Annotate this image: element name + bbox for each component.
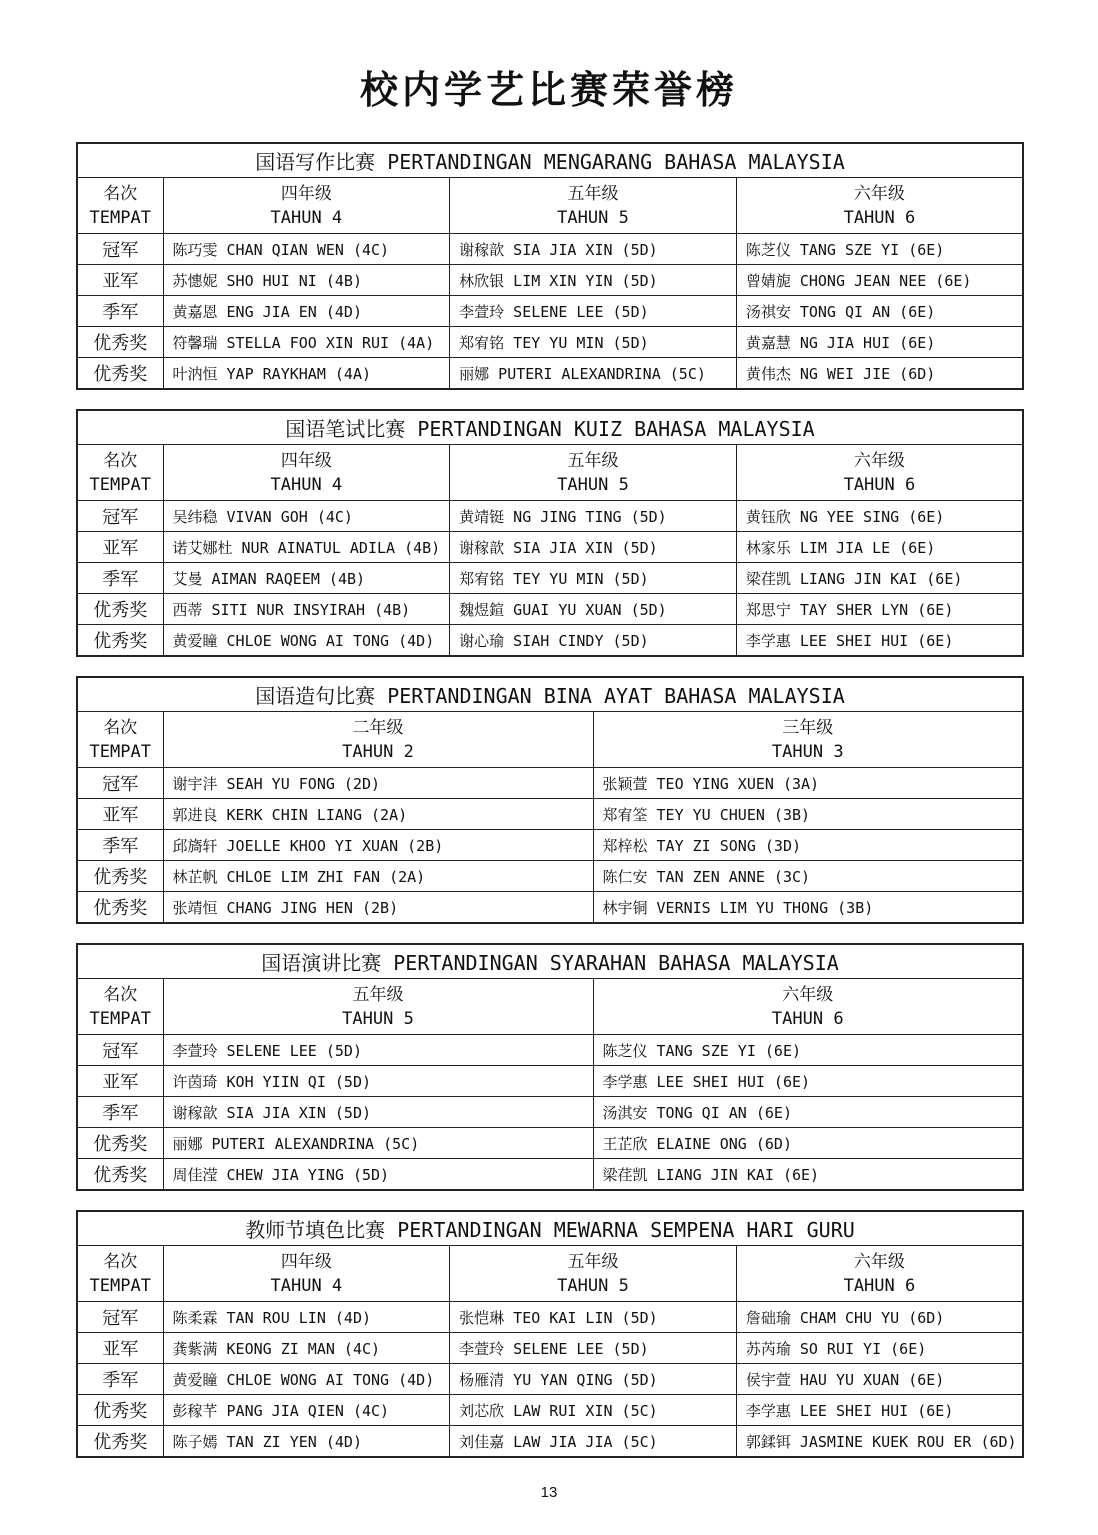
grade-header [736,445,1023,501]
winner-cell: 诺艾娜杜 NUR AINATUL ADILA (4B) [163,532,450,563]
rank-label: 优秀奖 [77,327,163,358]
grade-label-malay: TAHUN 4 [270,1275,343,1296]
winner-cell: 谢心瑜 SIAH CINDY (5D) [450,625,737,657]
rank-label: 优秀奖 [77,358,163,390]
rank-label: 冠军 [77,501,163,532]
rank-label: 季军 [77,830,163,861]
winner-cell: 张颖萱 TEO YING XUEN (3A) [593,768,1023,799]
rank-label: 优秀奖 [77,892,163,924]
grade-label-chinese: 六年级 [782,984,834,1005]
winner-cell: 郑梓松 TAY ZI SONG (3D) [593,830,1023,861]
winner-cell: 黄钰欣 NG YEE SING (6E) [736,501,1023,532]
winner-cell: 王芷欣 ELAINE ONG (6D) [593,1128,1023,1159]
winner-cell: 林芷帆 CHLOE LIM ZHI FAN (2A) [163,861,593,892]
rank-label: 冠军 [77,1302,163,1333]
winner-cell: 郑思宁 TAY SHER LYN (6E) [736,594,1023,625]
competition-table [76,1210,1024,1458]
grade-header [450,445,737,501]
winner-cell: 汤淇安 TONG QI AN (6E) [593,1097,1023,1128]
table-row [77,296,1023,327]
grade-header [450,1246,737,1302]
winner-cell: 丽娜 PUTERI ALEXANDRINA (5C) [163,1128,593,1159]
rank-label: 优秀奖 [77,1426,163,1458]
table-row [77,501,1023,532]
place-header-label: TEMPAT [89,1275,151,1296]
rank-label: 季军 [77,1364,163,1395]
table-row [77,1426,1023,1458]
table-row [77,234,1023,265]
grade-label-chinese: 三年级 [782,717,834,738]
page-number: 13 [540,1484,558,1501]
grade-header [736,1246,1023,1302]
winner-cell: 陈子嫣 TAN ZI YEN (4D) [163,1426,450,1458]
grade-label-malay: TAHUN 5 [557,474,629,495]
page-title: 校内学艺比赛荣誉榜 [359,67,738,112]
rank-label: 亚军 [77,799,163,830]
rank-label: 亚军 [77,1333,163,1364]
table-row [77,1066,1023,1097]
place-header-label: 名次 [103,984,138,1005]
winner-cell: 黄靖铤 NG JING TING (5D) [450,501,737,532]
rank-label: 季军 [77,563,163,594]
winner-cell: 陈芝仪 TANG SZE YI (6E) [593,1035,1023,1066]
table-row [77,830,1023,861]
winner-cell: 黄爱瞳 CHLOE WONG AI TONG (4D) [163,625,450,657]
winner-cell: 詹础瑜 CHAM CHU YU (6D) [736,1302,1023,1333]
grade-label-chinese: 六年级 [853,183,905,204]
winner-cell: 谢稼歆 SIA JIA XIN (5D) [163,1097,593,1128]
grade-label-chinese: 四年级 [280,183,332,204]
table-row [77,1333,1023,1364]
grade-label-chinese: 二年级 [352,717,404,738]
winner-cell: 张恺琳 TEO KAI LIN (5D) [450,1302,737,1333]
rank-label: 优秀奖 [77,625,163,657]
winner-cell: 刘佳嘉 LAW JIA JIA (5C) [450,1426,737,1458]
winner-cell: 周佳滢 CHEW JIA YING (5D) [163,1159,593,1191]
place-header-label: TEMPAT [89,207,151,228]
grade-label-chinese: 五年级 [567,450,619,471]
winner-cell: 丽娜 PUTERI ALEXANDRINA (5C) [450,358,737,390]
grade-label-chinese: 四年级 [280,450,332,471]
table-row [77,861,1023,892]
winner-cell: 彭稼芊 PANG JIA QIEN (4C) [163,1395,450,1426]
winner-cell: 谢宇沣 SEAH YU FONG (2D) [163,768,593,799]
winner-cell: 林欣银 LIM XIN YIN (5D) [450,265,737,296]
winner-cell: 郭进良 KERK CHIN LIANG (2A) [163,799,593,830]
grade-label-malay: TAHUN 6 [843,1275,916,1296]
table-row [77,265,1023,296]
grade-header [450,178,737,234]
table-row [77,1035,1023,1066]
table-row [77,1302,1023,1333]
table-row [77,799,1023,830]
place-header-label: TEMPAT [89,741,151,762]
winner-cell: 陈仁安 TAN ZEN ANNE (3C) [593,861,1023,892]
place-header [77,979,163,1035]
table-row [77,1159,1023,1191]
rank-label: 亚军 [77,1066,163,1097]
table-row [77,1364,1023,1395]
winner-cell: 黄嘉慧 NG JIA HUI (6E) [736,327,1023,358]
winner-cell: 陈柔霖 TAN ROU LIN (4D) [163,1302,450,1333]
place-header [77,1246,163,1302]
competition-title: 国语造句比赛 PERTANDINGAN BINA AYAT BAHASA MALAYSIA [77,677,1023,712]
winner-cell: 李萱玲 SELENE LEE (5D) [450,296,737,327]
winner-cell: 刘芯欣 LAW RUI XIN (5C) [450,1395,737,1426]
table-row [77,563,1023,594]
winner-cell: 梁荏凯 LIANG JIN KAI (6E) [736,563,1023,594]
rank-label: 优秀奖 [77,1159,163,1191]
grade-header [163,178,450,234]
grade-label-malay: TAHUN 6 [843,474,916,495]
winner-cell: 苏芮瑜 SO RUI YI (6E) [736,1333,1023,1364]
winner-cell: 苏憓妮 SHO HUI NI (4B) [163,265,450,296]
grade-label-malay: TAHUN 2 [342,741,414,762]
grade-label-chinese: 六年级 [853,450,905,471]
table-row [77,532,1023,563]
winner-cell: 曾婧旎 CHONG JEAN NEE (6E) [736,265,1023,296]
grade-header [163,979,593,1035]
table-row [77,768,1023,799]
table-row [77,892,1023,924]
rank-label: 优秀奖 [77,861,163,892]
table-row [77,358,1023,390]
grade-label-chinese: 五年级 [567,183,619,204]
winner-cell: 李学惠 LEE SHEI HUI (6E) [736,1395,1023,1426]
winner-cell: 叶汭恒 YAP RAYKHAM (4A) [163,358,450,390]
winner-cell: 魏煜鍹 GUAI YU XUAN (5D) [450,594,737,625]
table-row [77,594,1023,625]
winner-cell: 黄伟杰 NG WEI JIE (6D) [736,358,1023,390]
rank-label: 亚军 [77,265,163,296]
grade-label-malay: TAHUN 5 [557,1275,629,1296]
rank-label: 冠军 [77,768,163,799]
rank-label: 季军 [77,296,163,327]
grade-header [163,1246,450,1302]
winner-cell: 艾曼 AIMAN RAQEEM (4B) [163,563,450,594]
place-header-label: 名次 [103,183,138,204]
winner-cell: 陈芝仪 TANG SZE YI (6E) [736,234,1023,265]
winner-cell: 李萱玲 SELENE LEE (5D) [450,1333,737,1364]
grade-label-malay: TAHUN 5 [557,207,629,228]
table-row [77,1128,1023,1159]
place-header [77,712,163,768]
competition-title: 国语写作比赛 PERTANDINGAN MENGARANG BAHASA MALAYSIA [77,143,1023,178]
winner-cell: 郑宥铭 TEY YU MIN (5D) [450,327,737,358]
winner-cell: 谢稼歆 SIA JIA XIN (5D) [450,234,737,265]
winner-cell: 侯宇萱 HAU YU XUAN (6E) [736,1364,1023,1395]
competition-table [76,943,1024,1191]
winner-cell: 郭鍒铒 JASMINE KUEK ROU ER (6D) [736,1426,1023,1458]
grade-header [736,178,1023,234]
grade-label-malay: TAHUN 6 [771,1008,844,1029]
grade-header [593,979,1023,1035]
grade-label-malay: TAHUN 6 [843,207,916,228]
winner-cell: 陈巧雯 CHAN QIAN WEN (4C) [163,234,450,265]
place-header [77,445,163,501]
competition-table [76,142,1024,390]
place-header-label: 名次 [103,717,138,738]
place-header-label: 名次 [103,1251,138,1272]
grade-label-chinese: 五年级 [352,984,404,1005]
place-header-label: TEMPAT [89,474,151,495]
winner-cell: 郑宥筌 TEY YU CHUEN (3B) [593,799,1023,830]
competition-table [76,676,1024,924]
rank-label: 优秀奖 [77,1128,163,1159]
winner-cell: 林宇铜 VERNIS LIM YU THONG (3B) [593,892,1023,924]
winner-cell: 西蒂 SITI NUR INSYIRAH (4B) [163,594,450,625]
winner-cell: 郑宥铭 TEY YU MIN (5D) [450,563,737,594]
table-row [77,1395,1023,1426]
winner-cell: 黄爱瞳 CHLOE WONG AI TONG (4D) [163,1364,450,1395]
winner-cell: 梁荏凯 LIANG JIN KAI (6E) [593,1159,1023,1191]
rank-label: 优秀奖 [77,594,163,625]
winner-cell: 李学惠 LEE SHEI HUI (6E) [736,625,1023,657]
winner-cell: 黄嘉恩 ENG JIA EN (4D) [163,296,450,327]
winner-cell: 张靖恒 CHANG JING HEN (2B) [163,892,593,924]
winner-cell: 李学惠 LEE SHEI HUI (6E) [593,1066,1023,1097]
table-row [77,625,1023,657]
grade-header [163,712,593,768]
winner-cell: 符馨瑞 STELLA FOO XIN RUI (4A) [163,327,450,358]
competition-table [76,409,1024,657]
winner-cell: 杨雁清 YU YAN QING (5D) [450,1364,737,1395]
grade-header [593,712,1023,768]
winner-cell: 吴纬稳 VIVAN GOH (4C) [163,501,450,532]
winner-cell: 邱旖轩 JOELLE KHOO YI XUAN (2B) [163,830,593,861]
grade-header [163,445,450,501]
winner-cell: 谢稼歆 SIA JIA XIN (5D) [450,532,737,563]
winner-cell: 林家乐 LIM JIA LE (6E) [736,532,1023,563]
grade-label-chinese: 四年级 [280,1251,332,1272]
rank-label: 亚军 [77,532,163,563]
grade-label-malay: TAHUN 3 [771,741,844,762]
winner-cell: 许茵琦 KOH YIIN QI (5D) [163,1066,593,1097]
winner-cell: 汤祺安 TONG QI AN (6E) [736,296,1023,327]
place-header-label: TEMPAT [89,1008,151,1029]
place-header-label: 名次 [103,450,138,471]
grade-label-chinese: 六年级 [853,1251,905,1272]
table-row [77,327,1023,358]
grade-label-malay: TAHUN 4 [270,474,343,495]
grade-label-chinese: 五年级 [567,1251,619,1272]
competition-title: 国语演讲比赛 PERTANDINGAN SYARAHAN BAHASA MALAYSIA [77,944,1023,979]
winner-cell: 龚紫满 KEONG ZI MAN (4C) [163,1333,450,1364]
winner-cell: 李萱玲 SELENE LEE (5D) [163,1035,593,1066]
table-row [77,1097,1023,1128]
competition-title: 国语笔试比赛 PERTANDINGAN KUIZ BAHASA MALAYSIA [77,410,1023,445]
rank-label: 季军 [77,1097,163,1128]
grade-label-malay: TAHUN 4 [270,207,343,228]
place-header [77,178,163,234]
rank-label: 冠军 [77,1035,163,1066]
rank-label: 冠军 [77,234,163,265]
rank-label: 优秀奖 [77,1395,163,1426]
competition-title: 教师节填色比赛 PERTANDINGAN MEWARNA SEMPENA HARI GURU [77,1211,1023,1246]
grade-label-malay: TAHUN 5 [342,1008,414,1029]
